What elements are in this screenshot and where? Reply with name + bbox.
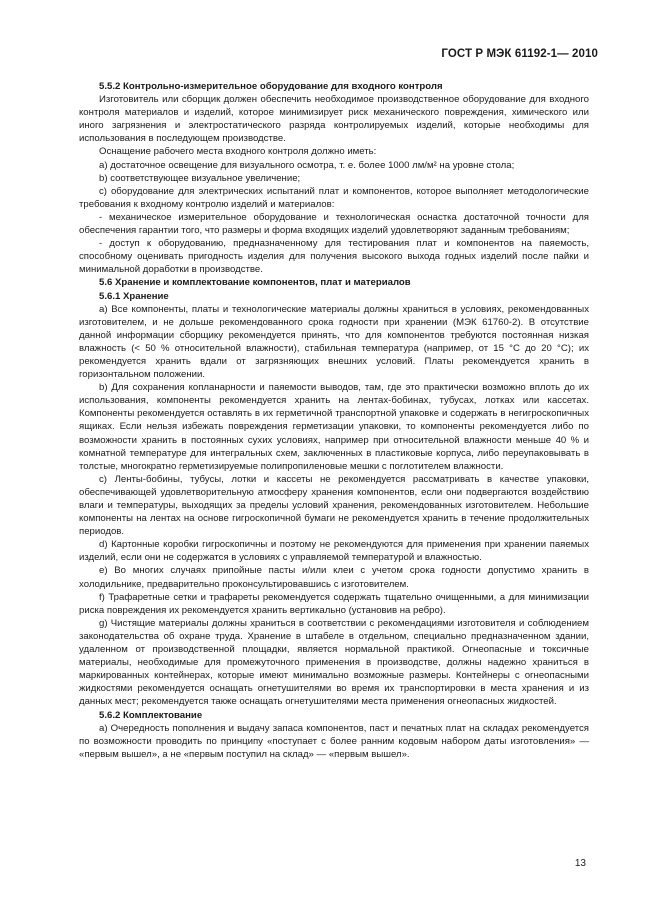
paragraph: - механическое измерительное оборудование и технологическая оснастка достаточной точности для обеспечения гарантии того, что размеры и форма входящих изделий удовлетворяют заданным требованиям;	[79, 211, 589, 237]
paragraph: b) Для сохранения копланарности и паяемости выводов, там, где это практически возможно вплоть до их использования, компоненты рекомендуется хранить на лентах-бобинах, тубусах, лотках или кассетах. Компоненты рекомендуется оставлять в их герметичной транспортной упаковке и содержать в негигроскопичных ящиках. Если нельзя избежать повреждения герметизации упаковки, то компоненты рекомендуется либо по возможности хранить в постоянных сухих условиях, например при относительной влажности меньше 40 % и комнатной температуре для интегральных схем, заключенных в пластиковые корпуса, либо переупаковывать в толстые, многократно герметизируемые полипропиленовые мешки с поглотителем влажности.	[79, 382, 589, 472]
paragraph: а) достаточное освещение для визуального осмотра, т. е. более 1000 лм/м² на уровне стола;	[99, 159, 515, 171]
section-heading: 5.6.2 Комплектование	[99, 709, 203, 721]
paragraph: а) Очередность пополнения и выдачу запаса компонентов, паст и печатных плат на складах рекомендуется по возможности проводить по принципу «поступает с более ранним кодовым набором даты изготовления» — «первым вышел», а не «первым поступил на склад» — «первым вышел».	[79, 722, 589, 760]
paragraph: d) Картонные коробки гигроскопичны и поэтому не рекомендуются для применения при хранении паяемых изделий, если они не содержатся в условиях с управляемой температурой и влажностью.	[79, 539, 589, 564]
paragraph: g) Чистящие материалы должны храниться в соответствии с рекомендациями изготовителя и соблюдением законодательства об охране труда. Хранение в штабеле в отдельном, специально предназначенном здании, удаленном от производственной площадки, является нормальной практикой. Огнеопасные и токсичные материалы, необходимые для промежуточного применения в производстве, должны надежно храниться в маркированных контейнерах, которые имеют минимально возможные размеры. Контейнеры с огнеопасными жидкостями рекомендуется оснащать огнетушителями во время их транспортировки в места хранения и из данных мест; рекомендуется также оснащать огнетушителями места применения огнеопасных жидкостей.	[79, 617, 589, 708]
paragraph: с) Ленты-бобины, тубусы, лотки и кассеты не рекомендуется рассматривать в качестве упаковки, обеспечивающей удовлетворительную атмосферу хранения компонентов, если они подвергаются воздействию влаги и температуры, выходящих за пределы условий хранения, рекомендованных изготовителем. Небольшие компоненты на лентах на основе гигроскопичной бумаги не рекомендуется хранить в течение продолжительных периодов.	[79, 473, 589, 538]
paragraph: b) соответствующее визуальное увеличение;	[99, 172, 301, 184]
section-heading: 5.5.2 Контрольно-измерительное оборудование для входного контроля	[99, 81, 443, 92]
paragraph: f) Трафаретные сетки и трафареты рекомендуется содержать тщательно очищенными, а для минимизации риска повреждения их рекомендуется хранить вертикально (установив на ребро).	[79, 591, 589, 616]
paragraph: - доступ к оборудованию, предназначенному для тестирования плат и компонентов на паяемость, способному оценивать пригодность изделия для получения высокого выхода годных изделий после пайки и минимальной доработки в производстве.	[79, 238, 589, 276]
section-heading: 5.6 Хранение и комплектование компонентов, плат и материалов	[99, 277, 411, 289]
paragraph: Изготовитель или сборщик должен обеспечить необходимое производственное оборудование для входного контроля материалов и изделий, которое минимизирует риск механического повреждения, химического или иного загрязнения и электростатического разряда контролируемых изделий, которые необходимы для использования в последующем производстве.	[79, 94, 589, 145]
paragraph: а) Все компоненты, платы и технологические материалы должны храниться в условиях, рекомендованных изготовителем, и не дольше рекомендованного срока годности при хранении (МЭК 61760-2). В отсутствие данной информации сборщику рекомендуется принять, что для компонентов требуются постоянная низкая влажность (< 50 % относительной влажности), стабильная температура (например, от 15 °С до 20 °С); их рекомендуется хранить вдали от загрязняющих внешних условий. Платы рекомендуется хранить в горизонтальном положении.	[79, 303, 589, 381]
section-heading: 5.6.1 Хранение	[99, 290, 169, 302]
paragraph: с) оборудование для электрических испытаний плат и компонентов, которое выполняет методологические требования к входному контролю изделий и материалов:	[79, 185, 589, 210]
document-header: ГОСТ Р МЭК 61192-1— 2010	[441, 48, 598, 60]
page-number: 13	[574, 858, 586, 869]
paragraph: Оснащение рабочего места входного контроля должно иметь:	[99, 146, 377, 158]
document-body	[79, 80, 589, 761]
paragraph: е) Во многих случаях припойные пасты и/или клеи с учетом срока годности допустимо хранить в холодильнике, предварительно проконсультировавшись с изготовителем.	[79, 565, 589, 590]
